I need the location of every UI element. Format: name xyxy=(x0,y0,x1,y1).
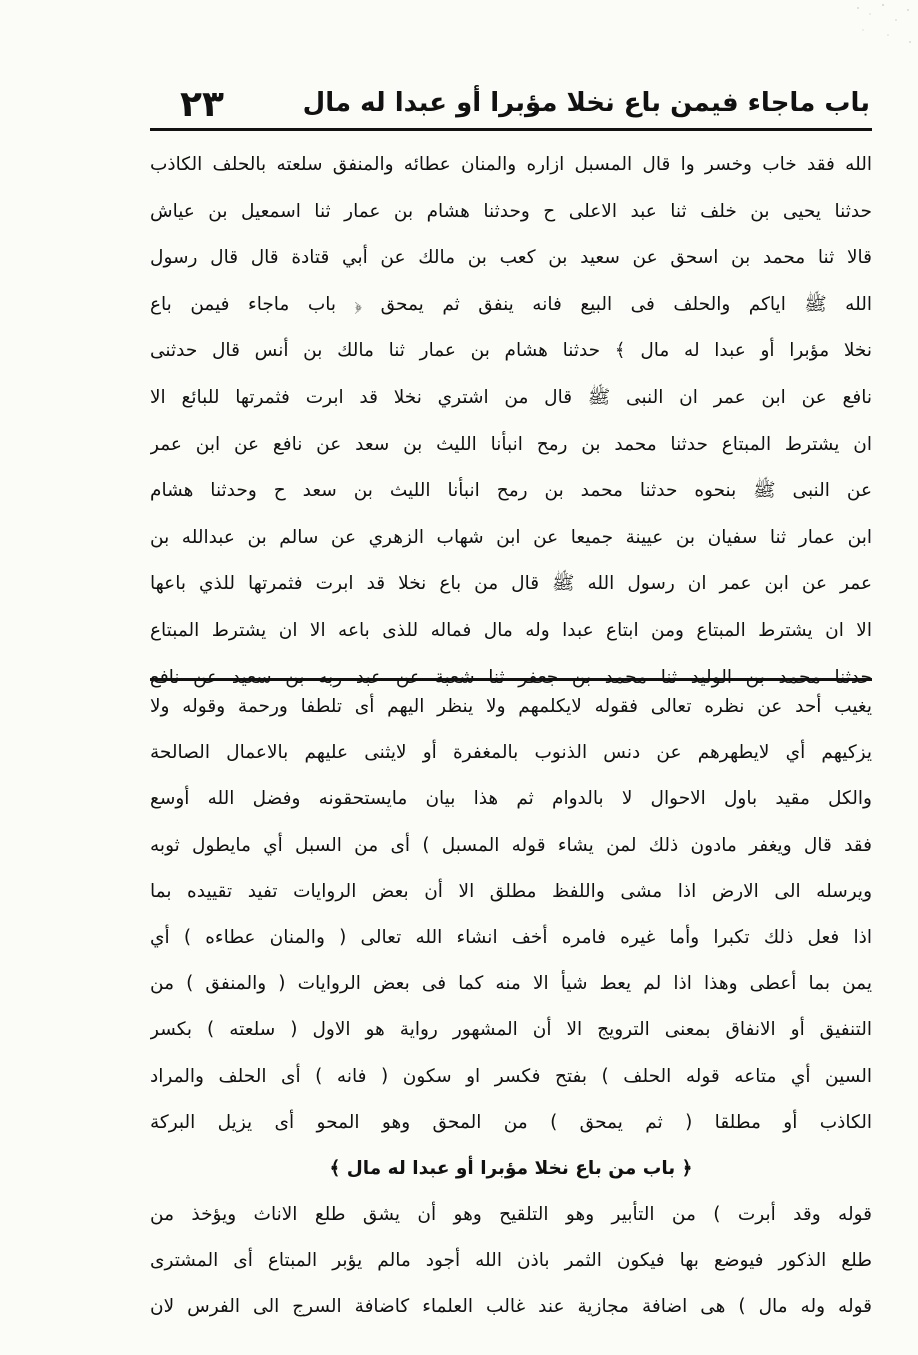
hadith-line: عمر عن ابن عمر ان رسول الله ﷺ قال من باع نخلا قد ابرت فثمرتها للذي باعها xyxy=(150,573,872,595)
hadith-line: قالا ثنا محمد بن اسحق عن سعيد بن كعب بن مالك عن أبي قتادة قال قال رسول xyxy=(150,247,872,269)
hadith-line: نخلا مؤبرا أو عبدا له مال ﴾ حدثنا هشام بن عمار ثنا مالك بن أنس قال حدثنى xyxy=(150,340,872,362)
hadith-line: ابن عمار ثنا سفيان بن عيينة جميعا عن ابن شهاب الزهري عن سالم بن عبدالله بن xyxy=(150,526,872,548)
commentary-line: الكاذب أو مطلقا ( ثم يمحق ) من المحق وهو المحو أى يزيل البركة xyxy=(150,1111,872,1133)
commentary-line: يمن بما أعطى وهذا اذا لم يعط شيأ الا منه كما فى بعض الروايات ( والمنفق ) من xyxy=(150,973,872,995)
commentary-line: والكل مقيد باول الاحوال لا بالدوام ثم هذا بيان مايستحقونه وفضل الله أوسع xyxy=(150,788,872,810)
hadith-line: الله فقد خاب وخسر وا قال المسبل ازاره والمنان عطائه والمنفق سلعته بالحلف الكاذب xyxy=(150,154,872,175)
commentary-line: التنفيق أو الانفاق بمعنى الترويج الا أن المشهور رواية هو الاول ( سلعته ) بكسر xyxy=(150,1019,872,1041)
hadith-line: الله ﷺ اياكم والحلف فى البيع فانه ينفق ثم يمحق ﴿ باب ماجاء فيمن باع xyxy=(150,293,872,315)
hadith-line: الا ان يشترط المبتاع ومن ابتاع عبدا وله مال فماله للذى باعه الا ان يشترط المبتاع xyxy=(150,619,872,641)
header-rule xyxy=(150,128,872,131)
hadith-line: عن النبى ﷺ بنحوه حدثنا محمد بن رمح انبأنا الليث بن سعد ح وحدثنا هشام xyxy=(150,480,872,502)
hadith-line: ان يشترط المبتاع حدثنا محمد بن رمح انبأنا الليث بن سعد عن نافع عن ابن عمر xyxy=(150,433,872,455)
commentary-line: طلع الذكور فيوضع بها فيكون الثمر باذن الله أجود مالم يؤبر المبتاع أى المشترى xyxy=(150,1250,872,1272)
hadith-text-block xyxy=(150,142,872,701)
commentary-line: اذا فعل ذلك تكبرا وأما غيره فامره أخف انشاء الله تعالى ( والمنان عطاءه ) أي xyxy=(150,926,872,948)
commentary-line: قوله وله مال ) هى اضافة مجازية عند غالب العلماء كاضافة السرج الى الفرس لان xyxy=(150,1296,872,1318)
commentary-line: يغيب أحد عن نظره تعالى فقوله لايكلمهم ولا ينظر اليهم أى تلطفا ورحمة وقوله ولا xyxy=(150,696,872,717)
commentary-line: ويرسله الى الارض اذا مشى واللفظ مطلق الا أن بعض الروايات تفيد تقييده بما xyxy=(150,880,872,902)
running-header xyxy=(150,82,870,126)
commentary-line: السين أي متاعه قوله الحلف ) بفتح فكسر او سكون ( فانه ) أى الحلف والمراد xyxy=(150,1065,872,1087)
chapter-heading: ﴿ باب من باع نخلا مؤبرا أو عبدا له مال ﴾ xyxy=(329,1157,693,1179)
hadith-line: حدثنا يحيى بن خلف ثنا عبد الاعلى ح وحدثنا هشام بن عمار ثنا اسمعيل بن عياش xyxy=(150,200,872,222)
commentary-block xyxy=(150,684,872,1331)
commentary-line: فقد قال ويغفر مادون ذلك لمن يشاء قوله المسبل ) أى من السبل أي مايطول ثوبه xyxy=(150,834,872,856)
section-divider xyxy=(150,678,872,681)
commentary-line: قوله وقد أبرت ) من التأبير وهو التلقيح وهو أن يشق طلع الاناث ويؤخذ من xyxy=(150,1204,872,1226)
hadith-line: نافع عن ابن عمر ان النبى ﷺ قال من اشتري نخلا قد ابرت فثمرتها للبائع الا xyxy=(150,386,872,408)
page-number: ٢٣ xyxy=(180,84,224,125)
commentary-line: يزكيهم أي لايطهرهم عن دنس الذنوب بالمغفرة أو لايثنى عليهم بالاعمال الصالحة xyxy=(150,742,872,764)
header-title: باب ماجاء فيمن باع نخلا مؤبرا أو عبدا له مال xyxy=(302,88,870,118)
page-corner-specks xyxy=(848,0,918,60)
